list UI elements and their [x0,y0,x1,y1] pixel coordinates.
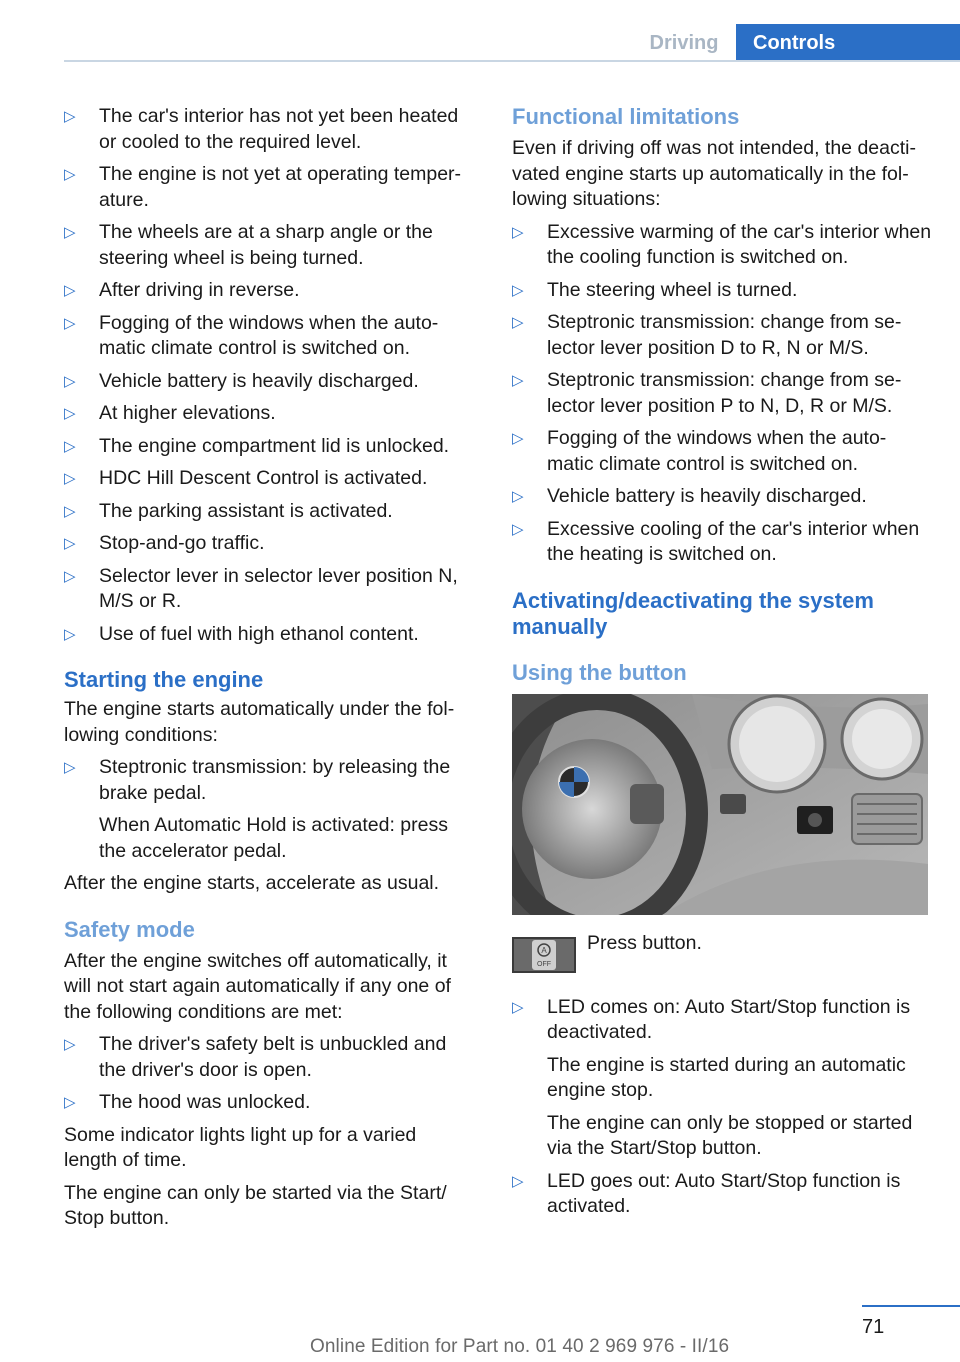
right-column [512,104,932,1227]
starting-after: After the engine starts, accelerate as usual. [64,872,440,894]
list-item: ▷ The driver's safety belt is unbuckled and the driver's door is open. [64,1033,447,1081]
list-item: ▷ Vehicle battery is heavily discharged. [64,369,472,395]
triangle-bullet-icon: ▷ [512,430,524,447]
list-item: ▷ Steptronic transmission: change from se‐lector lever position P to N, D, R or M/S. [512,369,902,417]
footer-divider [862,1305,960,1307]
triangle-bullet-icon: ▷ [64,224,76,241]
safety-para-1: Some indicator lights light up for a varied length of time. [64,1123,417,1171]
triangle-bullet-icon: ▷ [64,314,76,332]
list-item: ▷ Fogging of the windows when the auto‐matic climate control is switched on. [64,311,439,359]
triangle-bullet-icon: ▷ [64,470,76,487]
list-item: ▷ The car's interior has not yet been heated or cooled to the required level. [64,105,459,153]
functional-intro: Even if driving off was not intended, the deacti‐vated engine starts up automatically in the fol‐lowing situations: [512,137,916,210]
section-heading-starting: Starting the engine [64,667,264,692]
edition-footer: Online Edition for Part no. 01 40 2 969 976 - II/16 [310,1336,730,1357]
triangle-bullet-icon: ▷ [64,405,76,422]
triangle-bullet-icon: ▷ [512,223,524,241]
triangle-bullet-icon: ▷ [512,314,524,331]
triangle-bullet-icon: ▷ [64,282,76,299]
list-item: ▷ Excessive warming of the car's interior when the cooling function is switched on. [512,220,932,268]
triangle-bullet-icon: ▷ [512,488,524,505]
list-item: ▷ The engine is not yet at operating temper‐ature. [64,163,462,211]
list-item: ▷ Steptronic transmission: by releasing the brake pedal. When Automatic Hold is activated: press the accelerator pedal. [64,756,451,862]
conditions-list [64,104,472,647]
triangle-bullet-icon: ▷ [64,437,76,455]
triangle-bullet-icon: ▷ [512,281,524,299]
svg-text:OFF: OFF [537,960,551,968]
list-item: ▷ LED comes on: Auto Start/Stop function is deactivated. The engine is started during an automatic engine stop. The engine can only be stopped or started via the Start/Stop button. [512,995,913,1159]
list-item: ▷ After driving in reverse. [64,278,472,304]
section-heading-activating: Activating/deactivating the system manually [512,587,874,639]
triangle-bullet-icon: ▷ [64,1036,76,1053]
triangle-bullet-icon: ▷ [64,759,76,776]
list-item: ▷ LED goes out: Auto Start/Stop function is activated. [512,1169,901,1217]
list-item: ▷ The engine compartment lid is unlocked. [64,434,472,460]
tab-driving[interactable]: Driving [649,31,719,54]
list-item: ▷ Steptronic transmission: change from se‐lector lever position D to R, N or M/S. [512,311,902,359]
triangle-bullet-icon: ▷ [64,166,76,183]
page-number: 71 [862,1316,885,1338]
triangle-bullet-icon: ▷ [64,1094,76,1111]
triangle-bullet-icon: ▷ [64,567,76,585]
tab-controls[interactable]: Controls [736,24,960,62]
triangle-bullet-icon: ▷ [64,502,76,520]
list-item: ▷ The steering wheel is turned. [512,278,932,304]
svg-text:A: A [541,945,547,955]
section-heading-safety: Safety mode [64,916,195,942]
list-item: ▷ At higher elevations. [64,401,472,427]
list-item: ▷ Stop-and-go traffic. [64,531,472,557]
list-item: ▷ Excessive cooling of the car's interior when the heating is switched on. [512,517,920,565]
safety-para-2: The engine can only be started via the Start/ Stop button. [64,1181,447,1229]
list-item: ▷ The wheels are at a sharp angle or the steering wheel is being turned. [64,221,433,269]
section-heading-functional: Functional limitations [512,104,740,129]
auto-start-stop-button-icon [512,937,576,973]
starting-intro: The engine starts automatically under the fol‐lowing conditions: [64,698,455,746]
dashboard-photo [512,694,928,915]
triangle-bullet-icon: ▷ [64,625,76,643]
list-item: ▷ Vehicle battery is heavily discharged. [512,484,932,510]
subheading-using-button: Using the button [512,659,687,685]
list-item: ▷ The parking assistant is activated. [64,499,472,525]
list-item: ▷ Use of fuel with high ethanol content. [64,622,472,648]
triangle-bullet-icon: ▷ [64,372,76,390]
triangle-bullet-icon: ▷ [64,535,76,552]
safety-intro: After the engine switches off automatically, it will not start again automatically if any one of the following conditions are met: [64,949,451,1023]
triangle-bullet-icon: ▷ [64,108,76,125]
press-button-row [512,931,932,979]
list-item: ▷ Selector lever in selector lever position N, M/S or R. [64,564,458,612]
triangle-bullet-icon: ▷ [512,1172,524,1190]
triangle-bullet-icon: ▷ [512,998,524,1016]
triangle-bullet-icon: ▷ [512,520,524,538]
triangle-bullet-icon: ▷ [512,372,524,389]
left-column [64,104,472,1239]
list-item: ▷ Fogging of the windows when the auto‐matic climate control is switched on. [512,427,887,475]
press-button-text: Press button. [587,931,702,954]
header-divider [64,60,960,62]
list-item: ▷ HDC Hill Descent Control is activated. [64,466,472,492]
list-item: ▷ The hood was unlocked. [64,1090,472,1116]
